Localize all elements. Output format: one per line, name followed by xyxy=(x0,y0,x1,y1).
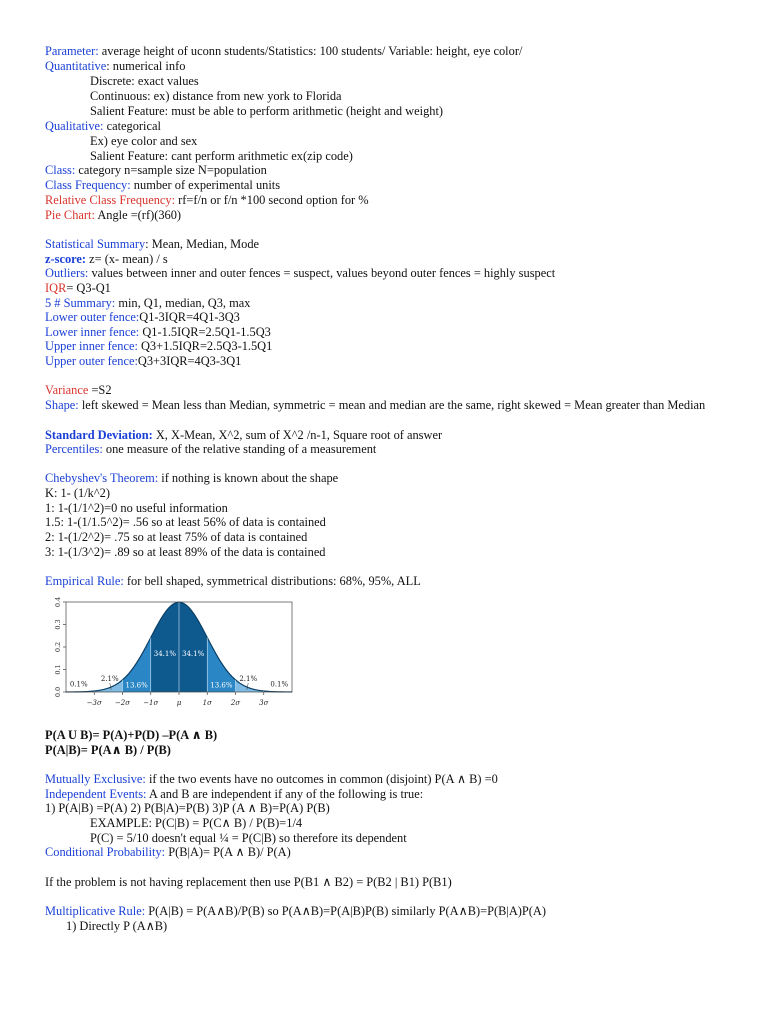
union-probability-line: P(A U B)= P(A)+P(D) –P(A ∧ B) xyxy=(45,728,218,742)
x-tick-label-1: −2σ xyxy=(114,699,131,707)
x-tick-label-5: 2σ xyxy=(230,699,241,707)
five-number-summary-text: min, Q1, median, Q3, max xyxy=(115,296,251,310)
eye-color-line: Ex) eye color and sex xyxy=(90,134,198,148)
class-line xyxy=(45,163,267,178)
region-label-6: 0.1% xyxy=(69,680,88,689)
upper-outer-fence-label: Upper outer fence: xyxy=(45,354,138,368)
y-tick-label-3: 0.3 xyxy=(54,619,62,630)
statistical-summary-line xyxy=(45,237,259,252)
upper-outer-fence-text: Q3+3IQR=4Q3-3Q1 xyxy=(137,354,242,368)
salient-feature-line: Salient Feature: must be able to perform arithmetic (height and weight) xyxy=(90,104,444,118)
conditional-probability-line xyxy=(45,845,291,860)
directly-line: 1) Directly P (A∧B) xyxy=(66,919,168,933)
iqr-text: = Q3-Q1 xyxy=(66,281,111,295)
region-label-0: 34.1% xyxy=(153,650,176,658)
empirical-rule-text: for bell shaped, symmetrical distributions: 68%, 95%, ALL xyxy=(123,574,421,588)
z-score-text: z= (x- mean) / s xyxy=(86,252,168,266)
conditional-probability-label: Conditional Probability: xyxy=(45,845,166,859)
region-label-5: 2.1% xyxy=(239,674,258,683)
multiplicative-rule-text: P(A|B) = P(A∧B)/P(B) so P(A∧B)=P(A|B)P(B) similarly P(A∧B)=P(B|A)P(A) xyxy=(145,904,547,918)
upper-outer-fence-line xyxy=(45,354,241,369)
shape-line xyxy=(45,398,725,413)
pie-chart-text: Angle =(rf)(360) xyxy=(94,208,182,222)
region-1 xyxy=(179,602,207,692)
chebyshev-k2: 2: 1-(1/2^2)= .75 so at least 75% of data is contained xyxy=(45,530,308,544)
lower-inner-fence-text: Q1-1.5IQR=2.5Q1-1.5Q3 xyxy=(139,325,271,339)
conditional-probability-text: P(B|A)= P(A ∧ B)/ P(A) xyxy=(165,845,291,859)
shape-label: Shape: xyxy=(45,398,79,412)
outliers-line xyxy=(45,266,555,281)
quantitative-text: : numerical info xyxy=(106,59,186,73)
variance-label: Variance xyxy=(45,383,89,397)
discrete-line: Discrete: exact values xyxy=(90,74,199,88)
iqr-label: IQR xyxy=(45,281,67,295)
conditional-formula-line: P(A|B)= P(A∧ B) / P(B) xyxy=(45,743,171,757)
class-frequency-label: Class Frequency: xyxy=(45,178,131,192)
y-tick-label-1: 0.1 xyxy=(54,664,62,675)
empirical-rule-chart xyxy=(40,592,300,722)
chebyshev-label: Chebyshev's Theorem: xyxy=(45,471,159,485)
empirical-rule-label: Empirical Rule: xyxy=(45,574,124,588)
relative-class-frequency-line xyxy=(45,193,369,208)
x-tick-label-2: −1σ xyxy=(143,699,159,707)
multiplicative-rule-line xyxy=(45,904,546,919)
independent-events-text: A and B are independent if any of the following is true: xyxy=(146,787,424,801)
standard-deviation-line xyxy=(45,428,442,443)
shape-text: left skewed = Mean less than Median, symmetric = mean and median are the same, right skewed = Mean greater than Median xyxy=(78,398,706,412)
upper-inner-fence-label: Upper inner fence: xyxy=(45,339,138,353)
statistical-summary-label: Statistical Summary xyxy=(45,237,146,251)
pie-chart-line xyxy=(45,208,181,223)
independence-conditions-line: 1) P(A|B) =P(A) 2) P(B|A)=P(B) 3)P (A ∧ B)=P(A) P(B) xyxy=(45,801,330,815)
chebyshev-k3: 3: 1-(1/3^2)= .89 so at least 89% of the data is contained xyxy=(45,545,326,559)
region-label-7: 0.1% xyxy=(270,680,289,689)
independent-events-line xyxy=(45,787,423,802)
mutually-exclusive-label: Mutually Exclusive: xyxy=(45,772,146,786)
z-score-line xyxy=(45,252,168,267)
lower-outer-fence-label: Lower outer fence: xyxy=(45,310,140,324)
chebyshev-text: if nothing is known about the shape xyxy=(158,471,339,485)
x-tick-label-3: μ xyxy=(176,699,182,707)
y-tick-label-0: 0.0 xyxy=(54,686,62,698)
class-frequency-line xyxy=(45,178,280,193)
outliers-label: Outliers: xyxy=(45,266,89,280)
region-0 xyxy=(151,602,179,692)
parameter-line xyxy=(45,44,522,59)
qualitative-line xyxy=(45,119,161,134)
mutually-exclusive-line xyxy=(45,772,498,787)
lower-inner-fence-label: Lower inner fence: xyxy=(45,325,140,339)
lower-outer-fence-line xyxy=(45,310,240,325)
class-text: category n=sample size N=population xyxy=(75,163,267,177)
class-frequency-text: number of experimental units xyxy=(130,178,281,192)
salient-feature-2-line: Salient Feature: cant perform arithmetic ex(zip code) xyxy=(90,149,353,163)
replacement-line: If the problem is not having replacement then use P(B1 ∧ B2) = P(B2 | B1) P(B1) xyxy=(45,875,452,889)
relative-class-frequency-label: Relative Class Frequency: xyxy=(45,193,176,207)
five-number-summary-label: 5 # Summary: xyxy=(45,296,116,310)
region-label-2: 13.6% xyxy=(125,681,148,690)
pie-chart-label: Pie Chart: xyxy=(45,208,95,222)
qualitative-label: Qualitative: xyxy=(45,119,104,133)
percentiles-line xyxy=(45,442,376,457)
statistical-summary-text: : Mean, Median, Mode xyxy=(145,237,260,251)
variance-text: =S2 xyxy=(88,383,112,397)
qualitative-text: categorical xyxy=(103,119,161,133)
x-tick-label-4: 1σ xyxy=(202,699,212,707)
independent-events-label: Independent Events: xyxy=(45,787,147,801)
continuous-line: Continuous: ex) distance from new york to Florida xyxy=(90,89,342,103)
mutually-exclusive-text: if the two events have no outcomes in common (disjoint) P(A ∧ B) =0 xyxy=(145,772,498,786)
standard-deviation-text: X, X-Mean, X^2, sum of X^2 /n-1, Square root of answer xyxy=(152,428,443,442)
percentiles-label: Percentiles: xyxy=(45,442,103,456)
x-tick-label-6: 3σ xyxy=(259,699,269,707)
chebyshev-k1: 1: 1-(1/1^2)=0 no useful information xyxy=(45,501,228,515)
empirical-rule-line xyxy=(45,574,421,589)
dependent-line: P(C) = 5/10 doesn't equal ¼ = P(C|B) so therefore its dependent xyxy=(90,831,407,845)
x-tick-label-0: −3σ xyxy=(86,699,102,707)
quantitative-label: Quantitative xyxy=(45,59,107,73)
parameter-text: average height of uconn students/Statistics: 100 students/ Variable: height, eye color/ xyxy=(98,44,523,58)
quantitative-line xyxy=(45,59,185,74)
lower-inner-fence-line xyxy=(45,325,271,340)
relative-class-frequency-text: rf=f/n or f/n *100 second option for % xyxy=(175,193,369,207)
class-label: Class: xyxy=(45,163,76,177)
multiplicative-rule-label: Multiplicative Rule: xyxy=(45,904,146,918)
parameter-label: Parameter: xyxy=(45,44,99,58)
chebyshev-formula: K: 1- (1/k^2) xyxy=(45,486,111,500)
region-label-1: 34.1% xyxy=(182,650,205,658)
percentiles-text: one measure of the relative standing of a measurement xyxy=(102,442,377,456)
outliers-text: values between inner and outer fences = suspect, values beyond outer fences = highly suspect xyxy=(88,266,556,280)
iqr-line xyxy=(45,281,111,296)
upper-inner-fence-line xyxy=(45,339,272,354)
y-tick-label-4: 0.4 xyxy=(54,596,62,608)
chebyshev-line xyxy=(45,471,338,486)
five-number-summary-line xyxy=(45,296,250,311)
variance-line xyxy=(45,383,112,398)
example-line: EXAMPLE: P(C|B) = P(C∧ B) / P(B)=1/4 xyxy=(90,816,303,830)
region-label-4: 2.1% xyxy=(100,674,119,683)
upper-inner-fence-text: Q3+1.5IQR=2.5Q3-1.5Q1 xyxy=(137,339,273,353)
lower-outer-fence-text: Q1-3IQR=4Q1-3Q3 xyxy=(139,310,240,324)
chebyshev-k1-5: 1.5: 1-(1/1.5^2)= .56 so at least 56% of data is contained xyxy=(45,515,326,529)
standard-deviation-label: Standard Deviation: xyxy=(45,428,153,442)
region-label-3: 13.6% xyxy=(210,681,233,690)
y-tick-label-2: 0.2 xyxy=(54,641,62,653)
z-score-label: z-score: xyxy=(45,252,87,266)
